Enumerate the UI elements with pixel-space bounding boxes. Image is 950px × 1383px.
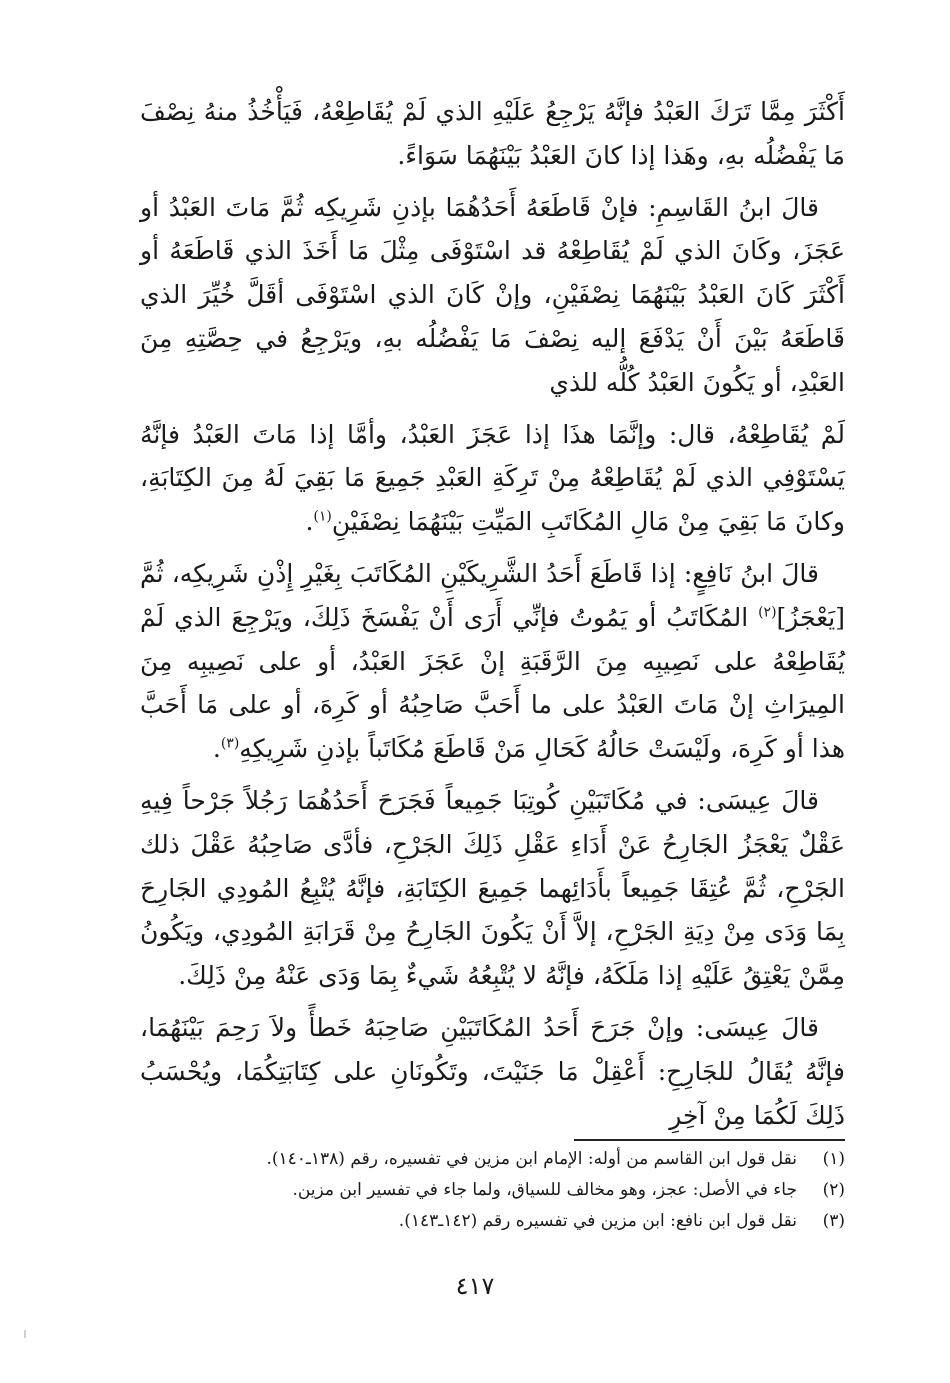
- paragraph-2: [140, 186, 845, 405]
- footnote-number: (١): [822, 1149, 845, 1169]
- footnote-number: (٣): [822, 1211, 845, 1231]
- paragraph-4-text-b: المُكَاتَبُ أو يَمُوتُ فإنِّي أَرَى أَنْ يَفْسَخَ ذَلِكَ، ويَرْجِعَ الذي لَمْ يُقَاطِعْهُ على نَصِيبِه مِنَ الرَّقَبَةِ إنْ عَجَزَ العَبْدُ، أو على نَصِيبِه مِنَ المِيرَاثِ إنْ مَاتَ العَبْدُ على ما أَحَبَّ صَاحِبُهُ أو كَرِهَ، أو على مَا أَحَبَّ هذا أو كَرِهَ، ولَيْسَتْ حَالُهُ كَحَالِ مَنْ قَاطَعَ مُكَاتَباً بإذنِ شَرِيكِهِ: [140, 602, 845, 764]
- footnote-ref-3: (٣): [220, 735, 240, 752]
- footnote-text: نقل قول ابن نافع: ابن مزين في تفسيره رقم (١٤٢ـ١٤٣).: [398, 1211, 797, 1231]
- paragraph-4-text: قالَ ابنُ نَافِعٍ: إذا قَاطَعَ أَحَدُ الشَّرِيكَيْنِ المُكَاتَبَ بِغَيْرِ إِذْنِ شَرِيكِه، ثُمَّ [يَعْجَزُ]: [140, 558, 845, 632]
- page-number: ٤١٧: [455, 1272, 495, 1300]
- footnote-ref-2: (٢): [758, 604, 777, 621]
- footnote-ref-1: (١): [313, 508, 332, 525]
- paragraph-4: [140, 552, 845, 771]
- footnote-2: [180, 1175, 845, 1206]
- paragraph-3-end: .: [305, 507, 314, 537]
- scan-speck: [24, 1330, 26, 1338]
- main-text: [140, 90, 845, 1145]
- paragraph-1: [140, 90, 845, 178]
- footnote-text: نقل قول ابن القاسم من أوله: الإمام ابن مزين في تفسيره، رقم (١٣٨ـ١٤٠).: [266, 1149, 797, 1169]
- paragraph-6-text: قالَ عِيسَى: وإنْ جَرَحَ أَحَدُ المُكَاتَبَيْنِ صَاحِبَهُ خَطأً ولاَ رَحِمَ بَيْنَهُمَا، فإنَّهُ يُقَالُ للجَارِحِ: أَعْقِلْ مَا جَنَيْتَ، وتَكُونَانِ على كِتَابَتِكُمَا، ويُحْسَبُ ذَلِكَ لَكُمَا مِنْ آخِرِ: [140, 1012, 845, 1130]
- paragraph-5-text: قالَ عِيسَى: في مُكَاتَبَيْنِ كُوتِبَا جَمِيعاً فَجَرَحَ أَحَدُهُمَا رَجُلاً جَرْحاً فِيهِ عَقْلٌ يَعْجَزُ الجَارِحُ عَنْ أَدَاءِ عَقْلِ ذَلِكَ الجَرْحِ، فأدَّى صَاحِبُهُ عَقْلَ ذلك الجَرْحِ، ثُمَّ عُتِقَا جَمِيعاً بأَدَائِهما جَمِيعَ الكِتَابَةِ، فإنَّهُ يُتْبِعُ المُودِي الجَارِحَ بِمَا وَدَى مِنْ دِيَةِ الجَرْحِ، إلاَّ أَنْ يَكُونَ الجَارِحُ مِنْ قَرَابَةِ المُودِي، ويَكُونُ مِمَّنْ يَعْتِقُ عَلَيْهِ إذا مَلَكَهُ، فإنَّهُ لا يُتْبِعُهُ شَيءٌ بِمَا وَدَى عَنْهُ مِنْ ذَلِكَ.: [140, 785, 845, 991]
- paragraph-2-text: قالَ ابنُ القَاسِمِ: فإنْ قَاطَعَهُ أَحَدُهُمَا بإذنِ شَرِيكِه ثُمَّ مَاتَ العَبْدُ أو عَجَزَ، وكَانَ الذي لَمْ يُقَاطِعْهُ قد اسْتَوْفَى مِثْلَ مَا أَخَذَ الذي قَاطَعَهُ أو أَكْثَرَ كَانَ العَبْدُ بَيْنَهُمَا نِصْفَيْنِ، وإنْ كَانَ الذي اسْتَوْفَى أقَلَّ خُيِّرَ الذي قَاطَعَهُ بَيْنَ أَنْ يَدْفَعَ إليه نِصْفَ مَا يَفْضُلُه بهِ، ويَرْجِعُ في حِصَّتِهِ مِنَ العَبْدِ، أو يَكُونَ العَبْدُ كُلُّه للذي: [140, 192, 845, 397]
- paragraph-1-text: أَكْثَرَ مِمَّا تَرَكَ العَبْدُ فإنَّهُ يَرْجِعُ عَلَيْهِ الذي لَمْ يُقَاطِعْهُ، فَيَأْخُذُ منهُ نِصْفَ مَا يَفْضُلُه بهِ، وهَذا إذا كانَ العَبْدُ بَيْنَهُمَا سَوَاءً.: [140, 97, 845, 170]
- footnote-separator: [574, 1139, 845, 1141]
- paragraph-5: [140, 779, 845, 998]
- paragraph-3-text: لَمْ يُقَاطِعْهُ، قال: وإنَّمَا هذَا إذا عَجَزَ العَبْدُ، وأمَّا إذا مَاتَ العَبْدُ فإنَّهُ يَسْتَوْفِي الذي لَمْ يُقَاطِعْهُ مِنْ تَرِكَةِ العَبْدِ جَمِيعَ مَا بَقِيَ لَهُ مِنَ الكِتَابَةِ، وكانَ مَا بَقِيَ مِنْ مَالِ المُكَاتَبِ المَيِّتِ بَيْنَهُمَا نِصْفَيْنِ: [140, 419, 845, 537]
- footnote-3: [180, 1206, 845, 1237]
- paragraph-4-end: .: [212, 734, 221, 764]
- paragraph-3: [140, 413, 845, 544]
- footnotes: [180, 1144, 845, 1237]
- footnote-1: [180, 1144, 845, 1175]
- footnote-text: جاء في الأصل: عجز، وهو مخالف للسياق، ولما جاء في تفسير ابن مزين.: [292, 1180, 797, 1200]
- footnote-number: (٢): [822, 1180, 845, 1200]
- paragraph-6: [140, 1006, 845, 1137]
